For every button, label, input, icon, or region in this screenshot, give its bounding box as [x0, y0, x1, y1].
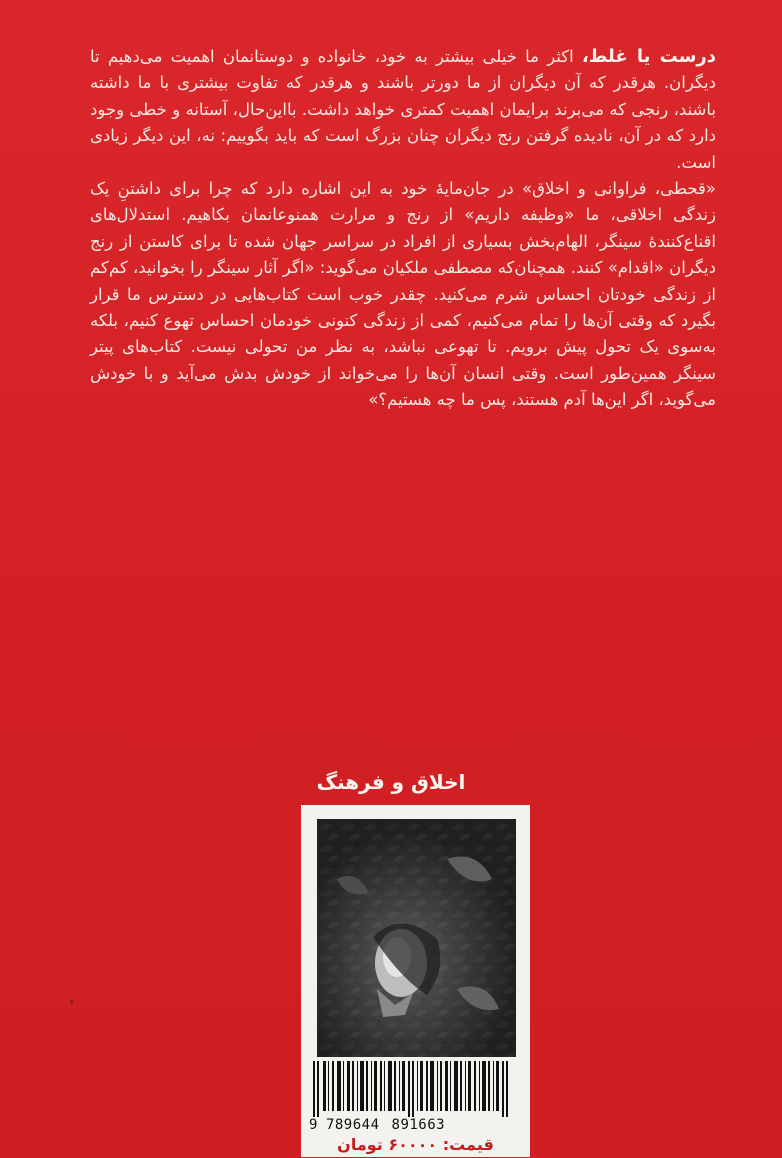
blurb-paragraph-1 [90, 44, 716, 176]
back-cover-blurb [90, 44, 716, 414]
barcode-card [301, 805, 530, 1157]
blurb-paragraph-2: «قحطی، فراوانی و اخلاق» در جان‌مایهٔ خود به این اشاره دارد که چرا برای داشتنِ یک زندگی اخلاقی، ما «وظیفه داریم» از رنج و مرارت همنوعانمان بکاهیم. استدلال‌های اقناع‌کنندهٔ سینگر، الهام‌بخش بسیاری از افراد در سراسر جهان شده تا برای کاستن از رنج دیگران «اقدام» کنند. همچنان‌که مصطفی ملکیان می‌گوید: «اگر آثار سینگر را بخوانید، کم‌کم از زندگی خودتان احساس شرم می‌کنید. چقدر خوب است کتاب‌هایی در دسترس ما قرار بگیرد که وقتی آن‌ها را تمام می‌کنیم، کمی از زندگی کنونی خودمان احساس تهوع کنیم، بلکه به‌سوی یک تحول پیش برویم. تا تهوعی نباشد، به نظر من تحولی نیست. کتاب‌های پیتر سینگر همین‌طور است. وقتی انسان آن‌ها را می‌خواند از خودش بدش می‌آید و با خودش می‌گوید، اگر این‌ها آدم هستند، پس ما چه هستیم؟» [90, 179, 716, 410]
isbn-group-1: 789644 [325, 1117, 380, 1133]
barcode [309, 1061, 522, 1117]
isbn-digits [309, 1117, 522, 1133]
series-title: اخلاق و فرهنگ [316, 770, 466, 794]
blurb-paragraph-1-text: اکثر ما خیلی بیشتر به خود، خانواده و دوستانمان اهمیت می‌دهیم تا دیگران. هرقدر که آن دیگران از ما دورتر باشند و هرقدر که تفاوت بیشتری با ما داشته باشند، رنجی که می‌برند برایمان اهمیت کمتری خواهد داشت. با‌این‌حال، آستانه و خطی وجود دارد که در آن، نادیده گرفتن رنج دیگران چنان بزرگ است که باید بگوییم: نه، این دیگر زیادی است. [90, 47, 716, 172]
isbn-group-2: 891663 [391, 1117, 446, 1133]
price-label: قیمت: ۶۰۰۰۰ تومان [337, 1135, 494, 1154]
print-speck [70, 1000, 73, 1004]
isbn-first-digit: 9 [309, 1117, 318, 1133]
blurb-lead: درست یا غلط، [581, 46, 716, 67]
author-photo [317, 819, 516, 1057]
